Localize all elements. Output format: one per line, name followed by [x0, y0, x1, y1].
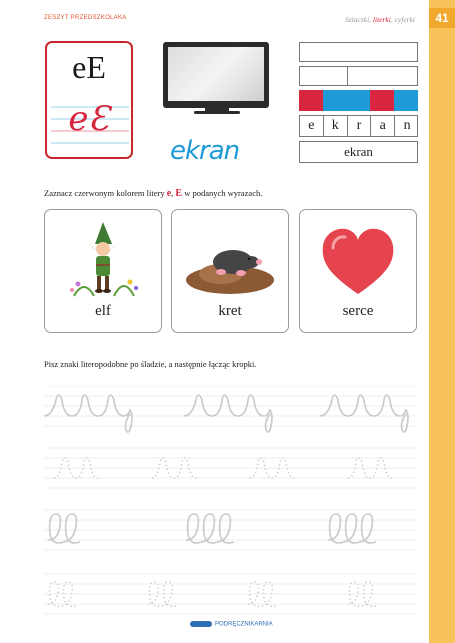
footer-publisher — [190, 621, 273, 628]
word-cursive: ekran — [170, 136, 240, 166]
letter-e-lower: e — [166, 188, 172, 199]
letter-scheme — [299, 115, 418, 137]
picture-word-kret: kret — [218, 303, 242, 319]
header-subtitle — [345, 15, 415, 24]
tracing-exercise-area — [44, 386, 416, 618]
sound-cell — [299, 90, 323, 111]
letter-e-upper: E — [175, 188, 183, 199]
picture-word-elf: elf — [95, 303, 111, 319]
trace-row-1 — [44, 395, 408, 432]
letter-card — [45, 41, 133, 159]
subtitle-part-2: literki — [372, 15, 391, 24]
elf-icon — [54, 218, 152, 302]
print-letters: eE — [72, 49, 106, 85]
trace-row-3 — [48, 514, 376, 543]
picture-card-elf — [44, 209, 162, 333]
tv-screen — [168, 47, 264, 101]
picture-card-kret — [171, 209, 289, 333]
instruction-mark-letters — [44, 188, 262, 199]
letter-cell: r — [348, 116, 372, 136]
letter-cell: k — [324, 116, 348, 136]
sound-cell — [347, 90, 371, 111]
syllable-scheme — [299, 66, 418, 86]
sound-scheme — [299, 90, 418, 112]
subtitle-part-3: , cyferki — [390, 15, 415, 24]
cursive-letters: eƐ — [68, 99, 110, 139]
word-box: ekran — [299, 141, 418, 163]
series-title: ZESZYT PRZEDSZKOLAKA — [44, 15, 127, 21]
publisher-logo-icon — [190, 621, 212, 627]
instruction-text-start: Zaznacz czerwonym kolorem litery — [44, 188, 167, 198]
sound-cell — [323, 90, 347, 111]
syllable-divider — [347, 67, 348, 85]
tv-icon — [163, 42, 269, 108]
word-scheme-empty-box — [299, 42, 418, 62]
side-strip — [429, 0, 455, 643]
letter-cell: a — [371, 116, 395, 136]
sound-cell — [370, 90, 394, 111]
instruction-text-end: w podanych wyrazach. — [182, 188, 263, 198]
picture-word-serce: serce — [342, 303, 374, 319]
subtitle-part-1: Szlaczki, — [345, 15, 373, 24]
heart-icon — [309, 218, 407, 302]
letter-cell: e — [300, 116, 324, 136]
page-number: 41 — [429, 8, 455, 28]
sound-cell — [394, 90, 418, 111]
publisher-name: PODRĘCZNIKARNIA — [215, 621, 273, 628]
tv-base — [194, 111, 240, 114]
picture-card-serce — [299, 209, 417, 333]
letter-cell: n — [403, 118, 411, 133]
instruction-separator: , — [171, 188, 176, 198]
instruction-tracing: Pisz znaki literopodobne po śladzie, a następnie łącząc kropki. — [44, 359, 257, 369]
mole-icon — [181, 218, 279, 302]
